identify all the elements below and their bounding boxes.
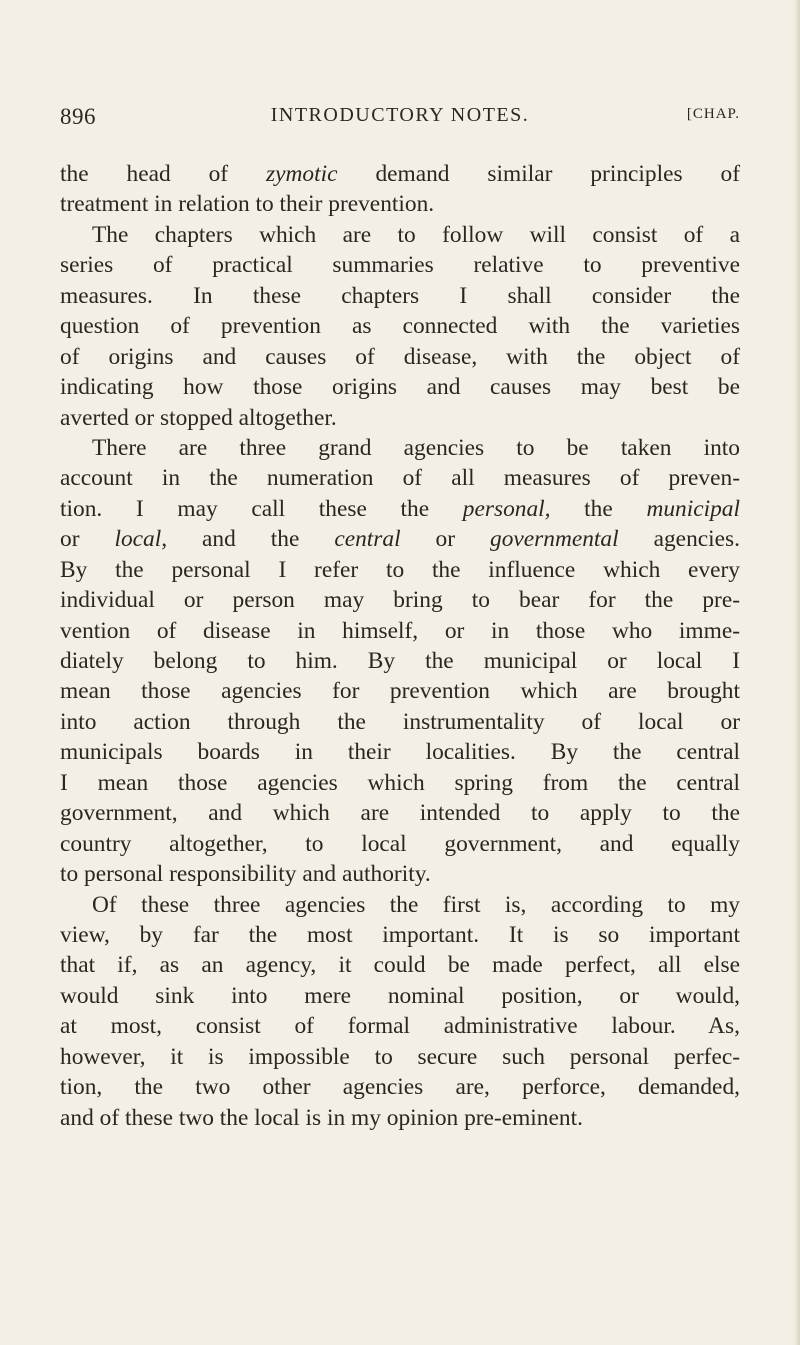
italic-term: personal,: [462, 495, 551, 522]
running-head: [60, 104, 740, 134]
text-run: mean those agencies for prevention which are brought: [60, 678, 740, 705]
text-run: agencies.: [618, 526, 740, 553]
text-run: tion, the two other agencies are, perforce, demanded,: [60, 1074, 740, 1101]
text-run: would sink into mere nominal position, or would,: [60, 982, 740, 1009]
text-line: [60, 281, 740, 311]
text-line: [60, 646, 740, 676]
text-run: There are three grand agencies to be taken into: [92, 434, 740, 461]
text-run: vention of disease in himself, or in those who imme-: [60, 617, 740, 644]
italic-term: governmental: [490, 526, 619, 553]
text-line: [60, 585, 740, 615]
text-run: that if, as an agency, it could be made perfect, all else: [60, 952, 740, 979]
text-line: [60, 494, 740, 524]
text-run: indicating how those origins and causes may best be: [60, 374, 740, 401]
text-run: The chapters which are to follow will consist of a: [92, 221, 740, 248]
text-run: and the: [167, 526, 335, 553]
text-run: measures. In these chapters I shall consider the: [60, 282, 740, 309]
text-run: into action through the instrumentality of local or: [60, 708, 740, 735]
text-run: the: [550, 495, 647, 522]
text-run: or: [60, 526, 115, 553]
text-line: [60, 890, 740, 920]
text-run: municipals boards in their localities. By the central: [60, 739, 740, 766]
text-line: [60, 250, 740, 280]
text-line: [60, 463, 740, 493]
text-run: view, by far the most important. It is so important: [60, 921, 740, 948]
text-line: [60, 829, 740, 859]
text-run: of origins and causes of disease, with the object of: [60, 343, 740, 370]
text-run: question of prevention as connected with the varieties: [60, 313, 740, 340]
text-line: [60, 342, 740, 372]
text-run: and of these two the local is in my opinion pre-eminent.: [60, 1104, 583, 1131]
italic-term: central: [334, 526, 401, 553]
text-line: [60, 189, 740, 219]
italic-term: municipal: [646, 495, 740, 522]
text-line: [60, 950, 740, 980]
body-text: [60, 159, 740, 1133]
text-line: [60, 920, 740, 950]
page-edge: [794, 0, 800, 1345]
text-run: Of these three agencies the first is, according to my: [92, 891, 740, 918]
text-run: government, and which are intended to apply to the: [60, 800, 740, 827]
text-run: tion. I may call these the: [60, 495, 463, 522]
text-line: [60, 220, 740, 250]
text-line: [60, 737, 740, 767]
text-run: account in the numeration of all measures of preven-: [60, 465, 740, 492]
text-line: [60, 1072, 740, 1102]
text-line: [60, 403, 740, 433]
running-title: INTRODUCTORY NOTES.: [270, 104, 530, 126]
text-line: [60, 981, 740, 1011]
text-line: [60, 859, 740, 889]
text-line: [60, 1011, 740, 1041]
text-line: [60, 1103, 740, 1133]
italic-term: local,: [114, 526, 168, 553]
text-line: [60, 707, 740, 737]
text-run: country altogether, to local government, and equally: [60, 830, 740, 857]
text-run: individual or person may bring to bear for the pre-: [60, 587, 740, 614]
text-run: diately belong to him. By the municipal or local I: [60, 648, 740, 674]
chapter-marker: [CHAP.: [686, 106, 740, 122]
text-run: the head of: [60, 161, 267, 187]
text-run: treatment in relation to their prevention.: [60, 191, 435, 218]
text-line: [60, 616, 740, 646]
text-run: however, it is impossible to secure such personal perfec-: [60, 1043, 740, 1070]
text-run: By the personal I refer to the influence which every: [60, 556, 740, 583]
text-line: [60, 311, 740, 341]
text-line: [60, 1042, 740, 1072]
text-run: I mean those agencies which spring from the central: [60, 769, 740, 796]
text-run: series of practical summaries relative to preventive: [60, 252, 740, 279]
text-run: or: [400, 526, 491, 553]
text-run: to personal responsibility and authority.: [60, 861, 431, 888]
text-line: [60, 555, 740, 585]
text-line: [60, 768, 740, 798]
text-run: averted or stopped altogether.: [60, 404, 337, 431]
italic-term: zymotic: [266, 161, 338, 187]
text-line: [60, 676, 740, 706]
text-run: demand similar principles of: [337, 161, 740, 187]
text-line: [60, 524, 740, 554]
text-line: [60, 159, 740, 189]
text-line: [60, 433, 740, 463]
text-line: [60, 372, 740, 402]
text-line: [60, 798, 740, 828]
page-number: 896: [60, 104, 96, 129]
text-run: at most, consist of formal administrative labour. As,: [60, 1013, 740, 1040]
